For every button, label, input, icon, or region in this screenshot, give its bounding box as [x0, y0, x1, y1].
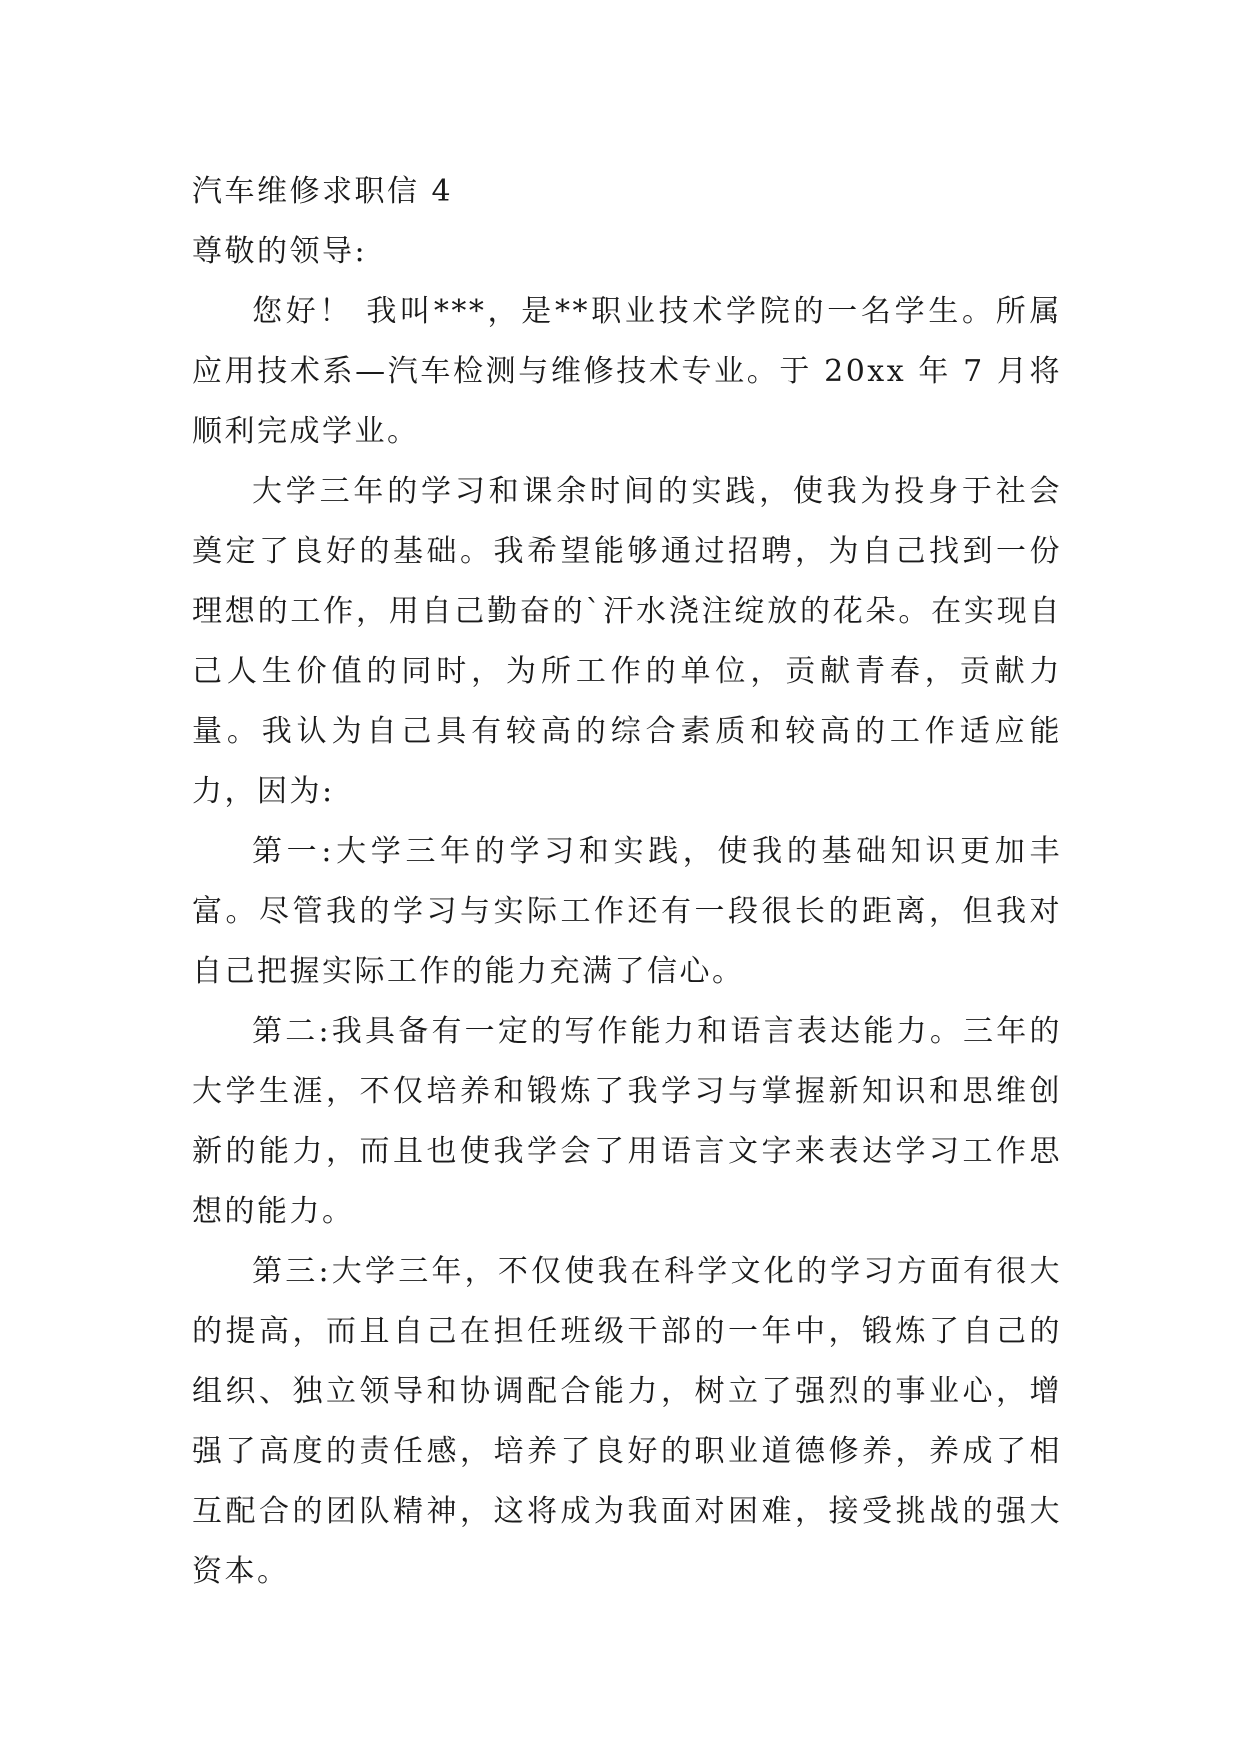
paragraph-point-three: 第三:大学三年，不仅使我在科学文化的学习方面有很大的提高，而且自己在担任班级干部的一年中，锻炼了自己的组织、独立领导和协调配合能力，树立了强烈的事业心，增强了高度的责任感，培养了良好的职业道德修养，养成了相互配合的团队精神，这将成为我面对困难，接受挑战的强大资本。 [192, 1254, 1062, 1589]
letter-body [192, 162, 1062, 1602]
document-title: 汽车维修求职信 4 [192, 174, 454, 209]
paragraph-point-one: 第一:大学三年的学习和实践，使我的基础知识更加丰富。尽管我的学习与实际工作还有一段很长的距离，但我对自己把握实际工作的能力充满了信心。 [192, 834, 1062, 989]
paragraph-introduction: 大学三年的学习和课余时间的实践，使我为投身于社会奠定了良好的基础。我希望能够通过招聘，为自己找到一份理想的工作，用自己勤奋的`汗水浇注绽放的花朵。在实现自己人生价值的同时，为所工作的单位，贡献青春，贡献力量。我认为自己具有较高的综合素质和较高的工作适应能力，因为: [192, 474, 1062, 809]
paragraph-greeting: 您好！ 我叫***，是**职业技术学院的一名学生。所属应用技术系—汽车检测与维修技术专业。于 20xx 年 7 月将顺利完成学业。 [192, 294, 1062, 449]
paragraph-point-two: 第二:我具备有一定的写作能力和语言表达能力。三年的大学生涯，不仅培养和锻炼了我学习与掌握新知识和思维创新的能力，而且也使我学会了用语言文字来表达学习工作思想的能力。 [192, 1014, 1062, 1229]
salutation: 尊敬的领导: [192, 234, 368, 269]
